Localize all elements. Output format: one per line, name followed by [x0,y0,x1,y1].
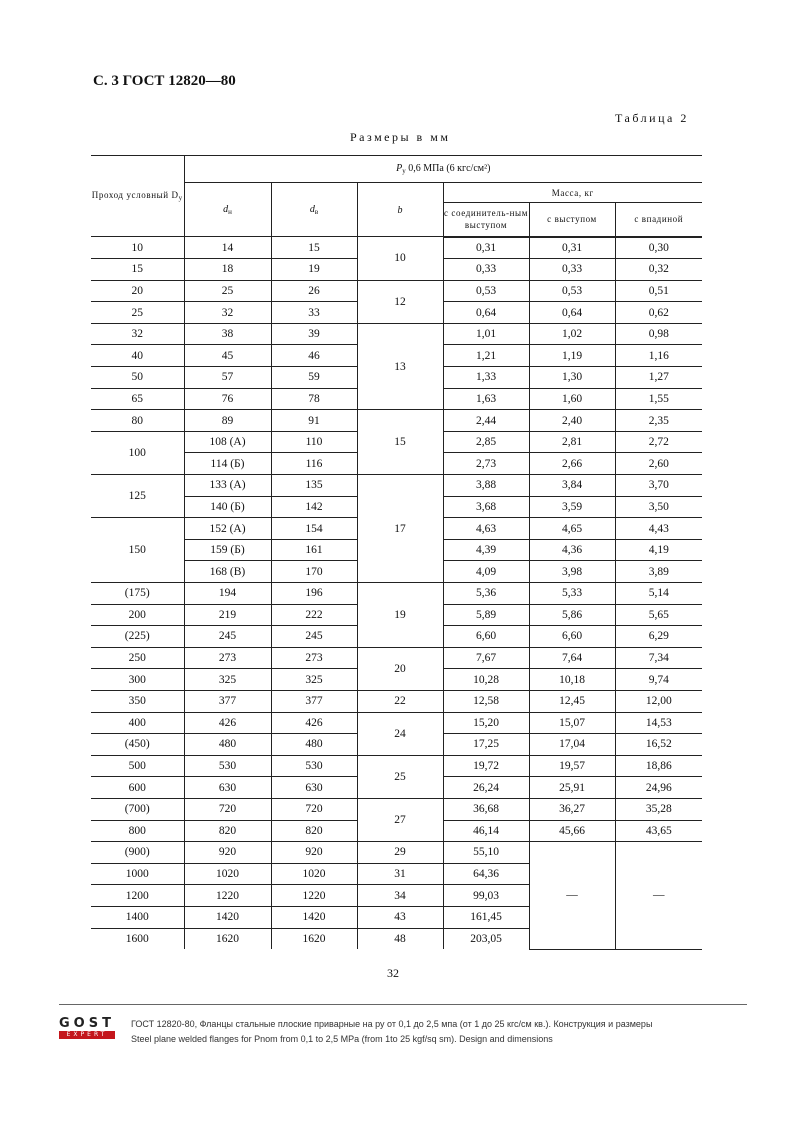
cell-dv: 15 [271,237,357,259]
cell-nominal-bore: 300 [91,669,184,691]
cell-dv: 33 [271,302,357,324]
cell-mass-projection: 1,19 [529,345,615,367]
cell-nominal-bore: 100 [91,431,184,474]
cell-nominal-bore: 400 [91,712,184,734]
col-header-mass-connecting: с соединитель-ным выступом [443,203,529,237]
cell-dv: 116 [271,453,357,475]
cell-mass-connecting: 10,28 [443,669,529,691]
cell-nominal-bore: 80 [91,410,184,432]
cell-dn: 820 [184,820,271,842]
cell-dv: 630 [271,777,357,799]
page-header: С. 3 ГОСТ 12820—80 [93,73,236,89]
cell-mass-connecting: 5,89 [443,604,529,626]
cell-dn: 219 [184,604,271,626]
cell-dv: 26 [271,280,357,302]
cell-mass-connecting: 6,60 [443,626,529,648]
units-caption: Размеры в мм [350,130,451,144]
table-row [91,690,702,712]
cell-dn: 720 [184,798,271,820]
cell-mass-projection: 0,33 [529,259,615,281]
logo-text-gost: GOST [59,1016,115,1031]
cell-b: 48 [357,928,443,949]
cell-dv: 1020 [271,863,357,885]
cell-dv: 325 [271,669,357,691]
cell-mass-recess: 1,16 [615,345,702,367]
cell-b: 13 [357,323,443,409]
cell-dn: 76 [184,388,271,410]
cell-nominal-bore: 600 [91,777,184,799]
cell-mass-connecting: 5,36 [443,583,529,605]
cell-nominal-bore: 350 [91,690,184,712]
col-header-b: b [357,183,443,237]
cell-dn: 108 (А) [184,431,271,453]
cell-dv: 480 [271,734,357,756]
cell-mass-recess: 0,32 [615,259,702,281]
cell-mass-connecting: 64,36 [443,863,529,885]
cell-dv: 78 [271,388,357,410]
cell-b: 43 [357,906,443,928]
footer-text [131,1017,652,1047]
cell-dv: 110 [271,431,357,453]
cell-mass-recess: 3,70 [615,475,702,497]
cell-mass-connecting: 1,63 [443,388,529,410]
cell-dn: 530 [184,755,271,777]
cell-nominal-bore: 1000 [91,863,184,885]
cell-mass-connecting: 99,03 [443,885,529,907]
cell-mass-recess: 5,14 [615,583,702,605]
cell-mass-recess: 0,98 [615,323,702,345]
cell-mass-connecting: 2,44 [443,410,529,432]
page-number: 32 [387,966,399,980]
cell-mass-recess: 4,19 [615,539,702,561]
cell-b: 31 [357,863,443,885]
table-row [91,323,702,345]
cell-dn: 159 (Б) [184,539,271,561]
cell-nominal-bore: 32 [91,323,184,345]
cell-b: 25 [357,755,443,798]
cell-mass-projection: 45,66 [529,820,615,842]
cell-mass-recess: 35,28 [615,798,702,820]
col-header-mass-recess: с впадиной [615,203,702,237]
cell-nominal-bore: 1600 [91,928,184,949]
table-row [91,280,702,302]
cell-nominal-bore: 500 [91,755,184,777]
cell-nominal-bore: 25 [91,302,184,324]
cell-mass-projection: 0,31 [529,237,615,259]
cell-b: 19 [357,583,443,648]
cell-mass-connecting: 36,68 [443,798,529,820]
footer-divider [59,1004,747,1005]
cell-dv: 377 [271,690,357,712]
cell-dn: 32 [184,302,271,324]
cell-mass-projection: 6,60 [529,626,615,648]
cell-mass-projection: 5,33 [529,583,615,605]
cell-dn: 38 [184,323,271,345]
cell-dv: 720 [271,798,357,820]
cell-nominal-bore: 800 [91,820,184,842]
cell-mass-projection: 1,30 [529,367,615,389]
cell-mass-connecting: 1,33 [443,367,529,389]
cell-mass-projection: 19,57 [529,755,615,777]
cell-b: 20 [357,647,443,690]
cell-mass-connecting: 0,64 [443,302,529,324]
cell-nominal-bore: 1400 [91,906,184,928]
cell-mass-projection: 5,86 [529,604,615,626]
cell-b: 24 [357,712,443,755]
cell-mass-connecting: 0,53 [443,280,529,302]
cell-mass-projection: 7,64 [529,647,615,669]
cell-mass-recess: 3,89 [615,561,702,583]
cell-mass-projection: 3,98 [529,561,615,583]
cell-mass-recess: 0,62 [615,302,702,324]
cell-b: 15 [357,410,443,475]
col-header-dn: $d_н$ [184,183,271,237]
cell-mass-connecting: 2,73 [443,453,529,475]
table-row [91,475,702,497]
table-row [91,237,702,259]
cell-dn: 1020 [184,863,271,885]
cell-mass-connecting: 161,45 [443,906,529,928]
cell-nominal-bore: (225) [91,626,184,648]
cell-dn: 168 (В) [184,561,271,583]
cell-dv: 920 [271,842,357,864]
cell-dv: 135 [271,475,357,497]
cell-mass-connecting: 12,58 [443,690,529,712]
cell-dv: 1420 [271,906,357,928]
logo-text-expert: EXPERT [59,1031,115,1039]
cell-mass-recess: 18,86 [615,755,702,777]
col-header-pressure: $P_y$ 0,6 МПа (6 кгс/см²) [184,156,702,183]
cell-dv: 196 [271,583,357,605]
cell-dn: 89 [184,410,271,432]
cell-mass-recess: 12,00 [615,690,702,712]
cell-dv: 1620 [271,928,357,949]
cell-dn: 325 [184,669,271,691]
cell-mass-projection: 4,65 [529,518,615,540]
gost-expert-logo [59,1017,115,1039]
cell-nominal-bore: 1200 [91,885,184,907]
cell-dv: 170 [271,561,357,583]
cell-dn: 114 (Б) [184,453,271,475]
cell-mass-recess: 16,52 [615,734,702,756]
cell-dv: 39 [271,323,357,345]
cell-mass-recess: 5,65 [615,604,702,626]
cell-dn: 1220 [184,885,271,907]
cell-mass-connecting: 4,09 [443,561,529,583]
cell-mass-projection: 2,40 [529,410,615,432]
cell-nominal-bore: 50 [91,367,184,389]
cell-b: 12 [357,280,443,323]
cell-mass-connecting: 0,33 [443,259,529,281]
cell-mass-recess: 1,55 [615,388,702,410]
cell-mass-connecting: 15,20 [443,712,529,734]
cell-mass-connecting: 55,10 [443,842,529,864]
cell-dn: 426 [184,712,271,734]
cell-nominal-bore: (450) [91,734,184,756]
cell-mass-recess: 3,50 [615,496,702,518]
table-row [91,755,702,777]
cell-nominal-bore: 65 [91,388,184,410]
cell-b: 17 [357,475,443,583]
cell-mass-projection: 10,18 [529,669,615,691]
cell-mass-projection: 1,02 [529,323,615,345]
cell-mass-recess: 6,29 [615,626,702,648]
cell-mass-connecting: 19,72 [443,755,529,777]
cell-dn: 920 [184,842,271,864]
cell-b: 27 [357,798,443,841]
cell-mass-recess: 24,96 [615,777,702,799]
cell-nominal-bore: 200 [91,604,184,626]
cell-mass-projection: 3,59 [529,496,615,518]
cell-mass-recess: 2,35 [615,410,702,432]
cell-dv: 59 [271,367,357,389]
cell-nominal-bore: 250 [91,647,184,669]
cell-mass-recess: 7,34 [615,647,702,669]
cell-dv: 1220 [271,885,357,907]
cell-mass-projection: 25,91 [529,777,615,799]
cell-nominal-bore: (175) [91,583,184,605]
cell-mass-projection: 2,66 [529,453,615,475]
cell-mass-recess: 14,53 [615,712,702,734]
cell-nominal-bore: (900) [91,842,184,864]
table-row [91,712,702,734]
cell-dv: 154 [271,518,357,540]
cell-dn: 245 [184,626,271,648]
cell-mass-connecting: 1,01 [443,323,529,345]
cell-dv: 142 [271,496,357,518]
cell-b: 34 [357,885,443,907]
cell-dn: 140 (Б) [184,496,271,518]
cell-dn: 480 [184,734,271,756]
cell-dn: 133 (А) [184,475,271,497]
cell-dv: 273 [271,647,357,669]
cell-b: 10 [357,237,443,281]
table-label: Таблица 2 [615,111,689,125]
cell-mass-projection: 0,53 [529,280,615,302]
cell-dn: 194 [184,583,271,605]
cell-dv: 820 [271,820,357,842]
cell-mass-connecting: 1,21 [443,345,529,367]
cell-mass-projection: 12,45 [529,690,615,712]
cell-mass-projection: 0,64 [529,302,615,324]
cell-dn: 18 [184,259,271,281]
cell-nominal-bore: 10 [91,237,184,259]
footer-title-ru: ГОСТ 12820-80, Фланцы стальные плоские приварные на ру от 0,1 до 2,5 мпа (от 1 до 25 кгс/см кв.). Конструкция и размеры [131,1019,653,1029]
cell-mass-projection: 2,81 [529,431,615,453]
cell-mass-recess: 2,60 [615,453,702,475]
cell-dn: 45 [184,345,271,367]
cell-dv: 222 [271,604,357,626]
cell-mass-recess: 4,43 [615,518,702,540]
table-row [91,410,702,432]
cell-mass-recess-dash: — [615,842,702,949]
table-body [91,237,702,950]
cell-dv: 426 [271,712,357,734]
cell-nominal-bore: 15 [91,259,184,281]
table-row [91,647,702,669]
cell-b: 29 [357,842,443,864]
cell-dn: 1420 [184,906,271,928]
cell-mass-connecting: 3,88 [443,475,529,497]
table-row [91,842,702,864]
cell-mass-projection-dash: — [529,842,615,949]
cell-mass-projection: 36,27 [529,798,615,820]
cell-mass-recess: 9,74 [615,669,702,691]
flange-dimensions-table [91,155,702,950]
cell-mass-connecting: 3,68 [443,496,529,518]
cell-mass-connecting: 26,24 [443,777,529,799]
cell-dn: 25 [184,280,271,302]
table-row [91,583,702,605]
cell-dn: 630 [184,777,271,799]
cell-mass-connecting: 17,25 [443,734,529,756]
cell-dn: 1620 [184,928,271,949]
cell-nominal-bore: 150 [91,518,184,583]
col-header-mass: Масса, кг [443,183,702,203]
cell-mass-connecting: 4,63 [443,518,529,540]
cell-mass-projection: 15,07 [529,712,615,734]
col-header-nominal-bore: Проход условный $D_y$ [91,156,184,237]
cell-mass-recess: 0,51 [615,280,702,302]
cell-b: 22 [357,690,443,712]
cell-mass-recess: 43,65 [615,820,702,842]
cell-mass-projection: 1,60 [529,388,615,410]
cell-dv: 46 [271,345,357,367]
cell-dv: 91 [271,410,357,432]
cell-dv: 530 [271,755,357,777]
cell-dv: 19 [271,259,357,281]
cell-mass-projection: 17,04 [529,734,615,756]
footer-title-en: Steel plane welded flanges for Pnom from 0,1 to 2,5 MPa (from 1to 25 kgf/sq sm). Design and dimensions [131,1034,553,1044]
cell-mass-recess: 1,27 [615,367,702,389]
cell-dn: 377 [184,690,271,712]
cell-mass-connecting: 4,39 [443,539,529,561]
table-row [91,798,702,820]
cell-mass-projection: 3,84 [529,475,615,497]
cell-nominal-bore: 20 [91,280,184,302]
cell-mass-connecting: 0,31 [443,237,529,259]
cell-dn: 14 [184,237,271,259]
cell-nominal-bore: (700) [91,798,184,820]
cell-mass-connecting: 203,05 [443,928,529,949]
cell-dv: 245 [271,626,357,648]
cell-dv: 161 [271,539,357,561]
cell-dn: 152 (А) [184,518,271,540]
cell-mass-projection: 4,36 [529,539,615,561]
cell-mass-connecting: 2,85 [443,431,529,453]
cell-mass-recess: 0,30 [615,237,702,259]
cell-mass-connecting: 46,14 [443,820,529,842]
cell-nominal-bore: 125 [91,475,184,518]
cell-mass-connecting: 7,67 [443,647,529,669]
cell-nominal-bore: 40 [91,345,184,367]
col-header-dv: $d_в$ [271,183,357,237]
cell-mass-recess: 2,72 [615,431,702,453]
cell-dn: 273 [184,647,271,669]
col-header-mass-projection: с выступом [529,203,615,237]
cell-dn: 57 [184,367,271,389]
